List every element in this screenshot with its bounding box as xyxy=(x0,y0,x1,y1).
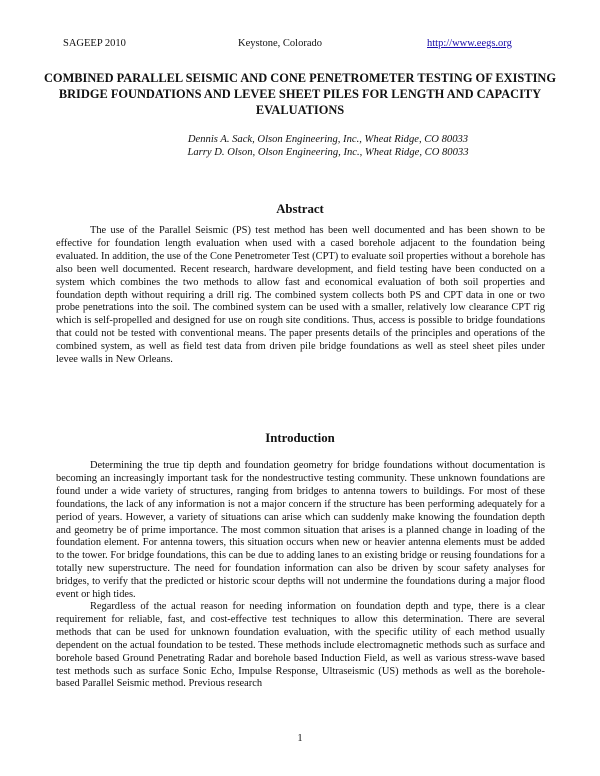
paper-title: COMBINED PARALLEL SEISMIC AND CONE PENETROMETER TESTING OF EXISTING BRIDGE FOUNDATIONS AND LEVEE SHEET PILES FOR LENGTH AND CAPACITY EVALUATIONS xyxy=(43,71,556,117)
conference-url-link[interactable]: http://www.eegs.org xyxy=(427,38,512,49)
running-header xyxy=(0,38,600,52)
introduction-heading: Introduction xyxy=(265,431,335,445)
abstract-heading: Abstract xyxy=(276,202,324,216)
author-line: Larry D. Olson, Olson Engineering, Inc., Wheat Ridge, CO 80033 xyxy=(187,147,469,158)
introduction-paragraph: Regardless of the actual reason for needing information on foundation depth and type, there is a clear requirement for reliable, fast, and cost-effective test techniques to allow this determination. There are several methods that can be used for unknown foundation evaluation, with the specific utility of each method usually dependent on the actual foundation to be tested. These methods include electromagnetic methods such as surface and borehole based Ground Penetrating Radar and borehole based Induction Field, as well as various stress-wave based test methods such as surface Sonic Echo, Impulse Response, Ultraseismic (US) methods as well as the borehole-based Parallel Seismic method. Previous research xyxy=(56,601,545,690)
author-line: Dennis A. Sack, Olson Engineering, Inc., Wheat Ridge, CO 80033 xyxy=(187,134,469,145)
page-number: 1 xyxy=(297,733,303,744)
abstract-paragraph: The use of the Parallel Seismic (PS) test method has been well documented and has been shown to be effective for foundation length evaluation when used with a cased borehole adjacent to the foundation being evaluated. In addition, the use of the Cone Penetrometer Test (CPT) to evaluate soil properties without a borehole has also been well documented. Recent research, hardware development, and field testing have been conducted on a system which combines the two methods to allow fast and economical evaluation of both soil properties and foundation depth without requiring a drill rig. The combined system collects both PS and CPT data in one or two probe penetrations into the soil. The combined system can be used with a smaller, relatively low clearance CPT rig which is self-propelled and designed for use on rough site conditions. Thus, access is possible to bridge foundations that could not be tested with conventional means. The paper presents details of the principles and operations of the combined system, as well as field test data from driven pile bridge foundations as well as steel sheet piles under levee walls in New Orleans. xyxy=(56,225,545,366)
conference-name: SAGEEP 2010 xyxy=(63,38,126,49)
conference-location: Keystone, Colorado xyxy=(238,38,322,49)
introduction-paragraph: Determining the true tip depth and foundation geometry for bridge foundations without documentation is becoming an increasingly important task for the nondestructive testing community. These unknown foundations are found under a wide variety of structures, ranging from bridges to antenna towers to buildings. For most of these foundations, the lack of any information is not a major concern if the structure has been performing adequately for a period of years. However, a variety of situations can arise which can suddenly make knowing the foundation depth and geometry be of prime importance. The most common situation that arises is a planned change in loading of the foundation element. For antenna towers, this situation occurs when new or heavier antenna elements must be added to the tower. For bridge foundations, this can be due to adding lanes to an existing bridge or reusing foundations for a totally new superstructure. The need for foundation information can also be driven by scour safety analyses for bridges, to verify that the predicted or historic scour depths will not undermine the foundations during a major flood event or high tides. xyxy=(56,460,545,601)
author-list xyxy=(40,133,560,159)
